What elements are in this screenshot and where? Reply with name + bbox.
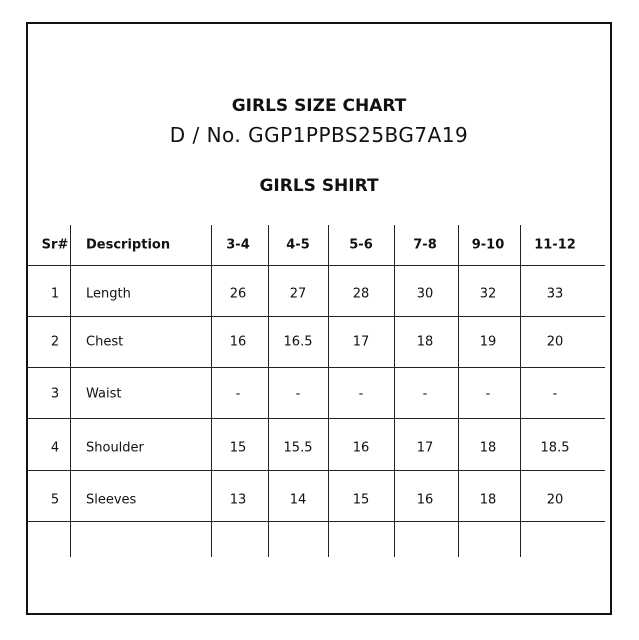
table-row-divider <box>28 367 605 368</box>
row-description: Length <box>86 286 131 302</box>
table-column-divider <box>520 225 521 557</box>
column-header-sr: Sr# <box>41 237 69 253</box>
table-cell-value: 16 <box>229 334 247 350</box>
table-cell-value: 15 <box>229 440 247 456</box>
table-cell-value: 14 <box>289 492 307 508</box>
row-number: 2 <box>50 334 60 350</box>
table-cell-value: 16.5 <box>283 334 313 350</box>
table-column-divider <box>394 225 395 557</box>
table-cell-value: 30 <box>416 286 434 302</box>
table-cell-value: 18 <box>416 334 434 350</box>
column-header-description: Description <box>86 237 171 253</box>
table-cell-value: 33 <box>546 286 564 302</box>
table-cell-value: - <box>485 386 491 402</box>
design-number: D / No. GGP1PPBS25BG7A19 <box>169 123 469 147</box>
row-description: Chest <box>86 334 124 350</box>
table-row-divider <box>28 316 605 317</box>
row-number: 5 <box>50 492 60 508</box>
column-header-size: 9-10 <box>471 237 505 253</box>
table-cell-value: 15.5 <box>283 440 313 456</box>
table-cell-value: 17 <box>416 440 434 456</box>
table-cell-value: 27 <box>289 286 307 302</box>
size-chart-frame <box>26 22 612 615</box>
table-cell-value: 26 <box>229 286 247 302</box>
column-header-size: 4-5 <box>286 237 310 253</box>
section-title: GIRLS SHIRT <box>259 176 379 196</box>
table-cell-value: - <box>422 386 428 402</box>
row-number: 4 <box>50 440 60 456</box>
table-cell-value: 28 <box>352 286 370 302</box>
column-header-size: 3-4 <box>226 237 250 253</box>
table-cell-value: 16 <box>352 440 370 456</box>
row-description: Waist <box>86 386 122 402</box>
table-cell-value: 15 <box>352 492 370 508</box>
column-header-size: 11-12 <box>534 237 576 253</box>
table-row-divider <box>28 470 605 471</box>
table-cell-value: 13 <box>229 492 247 508</box>
table-cell-value: 18 <box>479 492 497 508</box>
table-cell-value: 32 <box>479 286 497 302</box>
table-column-divider <box>70 225 71 557</box>
table-column-divider <box>328 225 329 557</box>
row-description: Shoulder <box>86 440 144 456</box>
table-row-divider <box>28 521 605 522</box>
table-cell-value: 16 <box>416 492 434 508</box>
table-column-divider <box>458 225 459 557</box>
table-cell-value: - <box>552 386 558 402</box>
table-cell-value: - <box>358 386 364 402</box>
chart-title: GIRLS SIZE CHART <box>231 96 407 116</box>
table-column-divider <box>268 225 269 557</box>
table-cell-value: 19 <box>479 334 497 350</box>
table-cell-value: 18.5 <box>540 440 570 456</box>
row-number: 3 <box>50 386 60 402</box>
table-cell-value: - <box>295 386 301 402</box>
table-cell-value: 18 <box>479 440 497 456</box>
column-header-size: 7-8 <box>413 237 437 253</box>
table-column-divider <box>211 225 212 557</box>
table-row-divider <box>28 418 605 419</box>
table-cell-value: 20 <box>546 334 564 350</box>
table-cell-value: 20 <box>546 492 564 508</box>
table-row-divider <box>28 265 605 266</box>
column-header-size: 5-6 <box>349 237 373 253</box>
table-cell-value: 17 <box>352 334 370 350</box>
table-cell-value: - <box>235 386 241 402</box>
row-number: 1 <box>50 286 60 302</box>
row-description: Sleeves <box>86 492 137 508</box>
